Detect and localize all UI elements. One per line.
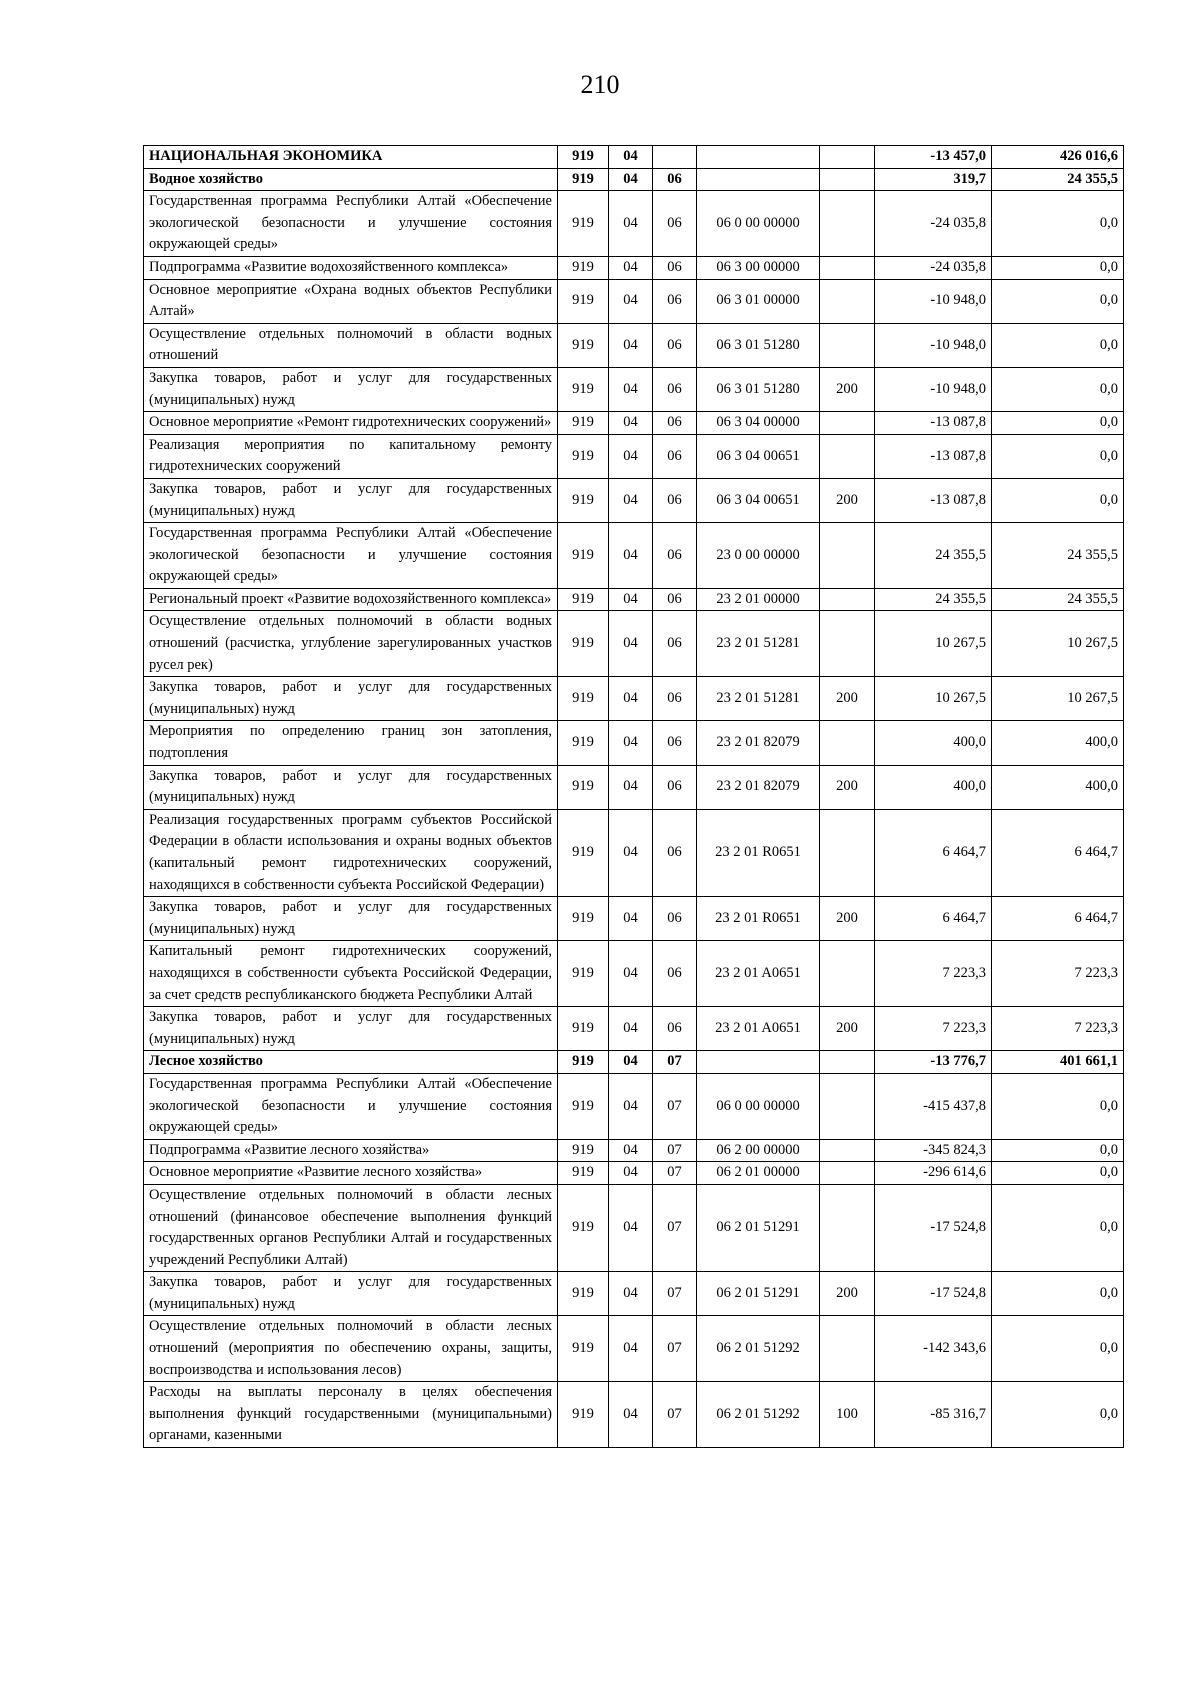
cell-name: Закупка товаров, работ и услуг для государственных (муниципальных) нужд	[144, 1007, 558, 1051]
cell-expense-type	[820, 168, 875, 191]
cell-subsection: 06	[653, 523, 697, 589]
cell-name: Осуществление отдельных полномочий в области лесных отношений (мероприятия по обеспечению охраны, защиты, воспроизводства и использования лесов)	[144, 1316, 558, 1382]
cell-grbs: 919	[558, 1051, 609, 1074]
cell-target-article	[697, 168, 820, 191]
table-row	[144, 721, 1124, 765]
cell-expense-type: 200	[820, 897, 875, 941]
table-row	[144, 941, 1124, 1007]
cell-subsection: 07	[653, 1184, 697, 1271]
table-row	[144, 765, 1124, 809]
cell-amount-total: 0,0	[992, 412, 1124, 435]
cell-name: Осуществление отдельных полномочий в области лесных отношений (финансовое обеспечение выполнения функций государственных органов Республики Алтай и государственных учреждений Республики Алтай)	[144, 1184, 558, 1271]
cell-expense-type	[820, 941, 875, 1007]
cell-amount-total: 0,0	[992, 434, 1124, 478]
cell-amount-total: 401 661,1	[992, 1051, 1124, 1074]
cell-amount-change: -13 457,0	[875, 146, 992, 169]
cell-amount-change: 24 355,5	[875, 588, 992, 611]
cell-target-article: 23 2 01 00000	[697, 588, 820, 611]
cell-grbs: 919	[558, 1162, 609, 1185]
cell-section: 04	[609, 412, 653, 435]
cell-grbs: 919	[558, 588, 609, 611]
cell-target-article: 23 2 01 51281	[697, 611, 820, 677]
cell-amount-change: -13 087,8	[875, 434, 992, 478]
cell-amount-total: 0,0	[992, 256, 1124, 279]
cell-amount-total: 426 016,6	[992, 146, 1124, 169]
cell-subsection: 07	[653, 1139, 697, 1162]
cell-subsection: 06	[653, 897, 697, 941]
cell-amount-change: -296 614,6	[875, 1162, 992, 1185]
cell-expense-type: 200	[820, 367, 875, 411]
cell-grbs: 919	[558, 611, 609, 677]
cell-amount-total: 0,0	[992, 1272, 1124, 1316]
cell-section: 04	[609, 588, 653, 611]
cell-amount-change: -142 343,6	[875, 1316, 992, 1382]
table-row	[144, 191, 1124, 257]
cell-section: 04	[609, 256, 653, 279]
cell-grbs: 919	[558, 897, 609, 941]
cell-expense-type: 100	[820, 1382, 875, 1448]
cell-name: Мероприятия по определению границ зон затопления, подтопления	[144, 721, 558, 765]
cell-subsection	[653, 146, 697, 169]
cell-section: 04	[609, 1007, 653, 1051]
page-number: 210	[580, 70, 620, 99]
cell-amount-total: 10 267,5	[992, 677, 1124, 721]
cell-grbs: 919	[558, 1184, 609, 1271]
cell-amount-change: 6 464,7	[875, 809, 992, 896]
table-row	[144, 256, 1124, 279]
cell-target-article: 06 0 00 00000	[697, 1073, 820, 1139]
cell-target-article: 23 2 01 A0651	[697, 1007, 820, 1051]
cell-section: 04	[609, 146, 653, 169]
cell-amount-total: 0,0	[992, 1184, 1124, 1271]
cell-grbs: 919	[558, 677, 609, 721]
cell-amount-total: 0,0	[992, 1073, 1124, 1139]
cell-section: 04	[609, 478, 653, 522]
cell-amount-change: -24 035,8	[875, 191, 992, 257]
cell-name: Основное мероприятие «Развитие лесного хозяйства»	[144, 1162, 558, 1185]
cell-subsection: 07	[653, 1051, 697, 1074]
cell-amount-change: -13 776,7	[875, 1051, 992, 1074]
cell-section: 04	[609, 1073, 653, 1139]
cell-expense-type	[820, 434, 875, 478]
cell-amount-change: 24 355,5	[875, 523, 992, 589]
cell-amount-change: -13 087,8	[875, 412, 992, 435]
cell-target-article: 06 3 04 00000	[697, 412, 820, 435]
cell-amount-change: 10 267,5	[875, 677, 992, 721]
cell-section: 04	[609, 1184, 653, 1271]
cell-section: 04	[609, 721, 653, 765]
cell-name: Региональный проект «Развитие водохозяйственного комплекса»	[144, 588, 558, 611]
cell-grbs: 919	[558, 1073, 609, 1139]
table-row	[144, 677, 1124, 721]
cell-target-article: 06 3 04 00651	[697, 478, 820, 522]
cell-section: 04	[609, 941, 653, 1007]
cell-subsection: 06	[653, 721, 697, 765]
cell-section: 04	[609, 765, 653, 809]
cell-amount-change: -10 948,0	[875, 279, 992, 323]
cell-section: 04	[609, 611, 653, 677]
cell-name: Основное мероприятие «Ремонт гидротехнических сооружений»	[144, 412, 558, 435]
cell-name: Расходы на выплаты персоналу в целях обеспечения выполнения функций государственными (муниципальными) органами, казенными	[144, 1382, 558, 1448]
cell-name: Закупка товаров, работ и услуг для государственных (муниципальных) нужд	[144, 367, 558, 411]
cell-name: Осуществление отдельных полномочий в области водных отношений (расчистка, углубление зарегулированных участков русел рек)	[144, 611, 558, 677]
cell-amount-change: -10 948,0	[875, 367, 992, 411]
table-row	[144, 367, 1124, 411]
cell-subsection: 06	[653, 412, 697, 435]
cell-target-article	[697, 1051, 820, 1074]
cell-subsection: 06	[653, 941, 697, 1007]
table-row	[144, 1316, 1124, 1382]
cell-expense-type	[820, 1162, 875, 1185]
cell-expense-type: 200	[820, 478, 875, 522]
cell-target-article: 06 2 01 00000	[697, 1162, 820, 1185]
table-row	[144, 1162, 1124, 1185]
cell-grbs: 919	[558, 523, 609, 589]
cell-amount-total: 0,0	[992, 1316, 1124, 1382]
cell-amount-change: -10 948,0	[875, 323, 992, 367]
cell-amount-total: 6 464,7	[992, 897, 1124, 941]
cell-expense-type	[820, 279, 875, 323]
cell-target-article: 06 3 01 51280	[697, 323, 820, 367]
cell-name: Государственная программа Республики Алтай «Обеспечение экологической безопасности и улучшение состояния окружающей среды»	[144, 1073, 558, 1139]
table-row	[144, 478, 1124, 522]
cell-target-article: 06 3 01 51280	[697, 367, 820, 411]
cell-amount-change: 400,0	[875, 765, 992, 809]
cell-section: 04	[609, 1272, 653, 1316]
cell-expense-type	[820, 1139, 875, 1162]
cell-expense-type	[820, 588, 875, 611]
cell-subsection: 06	[653, 611, 697, 677]
cell-grbs: 919	[558, 323, 609, 367]
table-row	[144, 434, 1124, 478]
cell-amount-total: 6 464,7	[992, 809, 1124, 896]
cell-name: Закупка товаров, работ и услуг для государственных (муниципальных) нужд	[144, 478, 558, 522]
cell-name: НАЦИОНАЛЬНАЯ ЭКОНОМИКА	[144, 146, 558, 169]
cell-target-article: 06 2 01 51292	[697, 1316, 820, 1382]
table-row	[144, 146, 1124, 169]
cell-amount-change: 400,0	[875, 721, 992, 765]
table-row	[144, 279, 1124, 323]
budget-table	[143, 145, 1124, 1448]
cell-target-article: 06 3 01 00000	[697, 279, 820, 323]
cell-section: 04	[609, 1162, 653, 1185]
table-row	[144, 412, 1124, 435]
table-row	[144, 1051, 1124, 1074]
cell-section: 04	[609, 191, 653, 257]
cell-amount-total: 0,0	[992, 478, 1124, 522]
cell-expense-type	[820, 256, 875, 279]
cell-expense-type: 200	[820, 765, 875, 809]
cell-amount-total: 0,0	[992, 323, 1124, 367]
cell-grbs: 919	[558, 765, 609, 809]
cell-grbs: 919	[558, 809, 609, 896]
cell-subsection: 06	[653, 323, 697, 367]
cell-expense-type: 200	[820, 677, 875, 721]
cell-section: 04	[609, 897, 653, 941]
table-row	[144, 897, 1124, 941]
cell-grbs: 919	[558, 478, 609, 522]
cell-grbs: 919	[558, 1007, 609, 1051]
table-row	[144, 1139, 1124, 1162]
cell-subsection: 07	[653, 1316, 697, 1382]
cell-expense-type	[820, 1051, 875, 1074]
table-row	[144, 1073, 1124, 1139]
cell-amount-change: -17 524,8	[875, 1272, 992, 1316]
cell-subsection: 06	[653, 809, 697, 896]
cell-target-article: 06 2 01 51291	[697, 1184, 820, 1271]
cell-expense-type: 200	[820, 1007, 875, 1051]
cell-name: Государственная программа Республики Алтай «Обеспечение экологической безопасности и улучшение состояния окружающей среды»	[144, 523, 558, 589]
table-row	[144, 1382, 1124, 1448]
table-row	[144, 1007, 1124, 1051]
cell-amount-total: 0,0	[992, 1162, 1124, 1185]
table-row	[144, 588, 1124, 611]
cell-target-article: 23 0 00 00000	[697, 523, 820, 589]
cell-amount-change: 7 223,3	[875, 941, 992, 1007]
cell-grbs: 919	[558, 191, 609, 257]
cell-name: Государственная программа Республики Алтай «Обеспечение экологической безопасности и улучшение состояния окружающей среды»	[144, 191, 558, 257]
table-row	[144, 809, 1124, 896]
cell-target-article: 06 3 04 00651	[697, 434, 820, 478]
cell-subsection: 07	[653, 1073, 697, 1139]
cell-target-article: 06 2 01 51292	[697, 1382, 820, 1448]
cell-section: 04	[609, 1382, 653, 1448]
cell-grbs: 919	[558, 168, 609, 191]
cell-name: Осуществление отдельных полномочий в области водных отношений	[144, 323, 558, 367]
cell-subsection: 06	[653, 588, 697, 611]
cell-subsection: 07	[653, 1272, 697, 1316]
table-row	[144, 611, 1124, 677]
cell-expense-type	[820, 721, 875, 765]
cell-name: Основное мероприятие «Охрана водных объектов Республики Алтай»	[144, 279, 558, 323]
cell-target-article: 06 3 00 00000	[697, 256, 820, 279]
table-row	[144, 1272, 1124, 1316]
cell-amount-change: -345 824,3	[875, 1139, 992, 1162]
cell-target-article: 06 2 01 51291	[697, 1272, 820, 1316]
cell-section: 04	[609, 1051, 653, 1074]
cell-amount-change: 10 267,5	[875, 611, 992, 677]
cell-amount-change: 6 464,7	[875, 897, 992, 941]
cell-section: 04	[609, 279, 653, 323]
cell-name: Реализация мероприятия по капитальному ремонту гидротехнических сооружений	[144, 434, 558, 478]
cell-amount-total: 0,0	[992, 367, 1124, 411]
cell-section: 04	[609, 1316, 653, 1382]
cell-grbs: 919	[558, 367, 609, 411]
cell-subsection: 07	[653, 1382, 697, 1448]
cell-target-article: 23 2 01 A0651	[697, 941, 820, 1007]
table-row	[144, 323, 1124, 367]
cell-target-article: 06 2 00 00000	[697, 1139, 820, 1162]
cell-amount-total: 0,0	[992, 191, 1124, 257]
cell-expense-type	[820, 809, 875, 896]
cell-subsection: 06	[653, 168, 697, 191]
cell-name: Закупка товаров, работ и услуг для государственных (муниципальных) нужд	[144, 1272, 558, 1316]
cell-target-article: 23 2 01 82079	[697, 721, 820, 765]
cell-subsection: 06	[653, 677, 697, 721]
table-row	[144, 523, 1124, 589]
cell-grbs: 919	[558, 279, 609, 323]
cell-section: 04	[609, 434, 653, 478]
cell-section: 04	[609, 1139, 653, 1162]
cell-target-article: 23 2 01 82079	[697, 765, 820, 809]
cell-expense-type	[820, 1073, 875, 1139]
cell-expense-type	[820, 146, 875, 169]
cell-grbs: 919	[558, 1139, 609, 1162]
cell-expense-type	[820, 523, 875, 589]
cell-section: 04	[609, 323, 653, 367]
cell-name: Водное хозяйство	[144, 168, 558, 191]
cell-name: Закупка товаров, работ и услуг для государственных (муниципальных) нужд	[144, 677, 558, 721]
cell-subsection: 06	[653, 478, 697, 522]
cell-section: 04	[609, 168, 653, 191]
cell-expense-type	[820, 191, 875, 257]
table-row	[144, 168, 1124, 191]
cell-section: 04	[609, 523, 653, 589]
cell-amount-change: 7 223,3	[875, 1007, 992, 1051]
cell-target-article: 23 2 01 R0651	[697, 897, 820, 941]
cell-grbs: 919	[558, 434, 609, 478]
cell-section: 04	[609, 809, 653, 896]
cell-name: Подпрограмма «Развитие лесного хозяйства»	[144, 1139, 558, 1162]
cell-grbs: 919	[558, 1316, 609, 1382]
cell-amount-total: 24 355,5	[992, 523, 1124, 589]
cell-grbs: 919	[558, 412, 609, 435]
cell-expense-type: 200	[820, 1272, 875, 1316]
cell-amount-change: -85 316,7	[875, 1382, 992, 1448]
cell-target-article: 23 2 01 51281	[697, 677, 820, 721]
cell-amount-total: 0,0	[992, 279, 1124, 323]
cell-expense-type	[820, 1316, 875, 1382]
cell-subsection: 07	[653, 1162, 697, 1185]
cell-grbs: 919	[558, 721, 609, 765]
cell-amount-total: 400,0	[992, 765, 1124, 809]
cell-amount-change: -17 524,8	[875, 1184, 992, 1271]
cell-subsection: 06	[653, 279, 697, 323]
cell-amount-total: 400,0	[992, 721, 1124, 765]
cell-amount-total: 7 223,3	[992, 1007, 1124, 1051]
cell-subsection: 06	[653, 765, 697, 809]
cell-name: Закупка товаров, работ и услуг для государственных (муниципальных) нужд	[144, 897, 558, 941]
cell-amount-total: 24 355,5	[992, 168, 1124, 191]
cell-amount-total: 7 223,3	[992, 941, 1124, 1007]
cell-subsection: 06	[653, 434, 697, 478]
cell-name: Реализация государственных программ субъектов Российской Федерации в области использования и охраны водных объектов (капитальный ремонт гидротехнических сооружений, находящихся в собственности субъекта Российской Федерации)	[144, 809, 558, 896]
cell-subsection: 06	[653, 1007, 697, 1051]
cell-subsection: 06	[653, 256, 697, 279]
table-row	[144, 1184, 1124, 1271]
cell-amount-change: -24 035,8	[875, 256, 992, 279]
cell-grbs: 919	[558, 146, 609, 169]
cell-name: Закупка товаров, работ и услуг для государственных (муниципальных) нужд	[144, 765, 558, 809]
cell-subsection: 06	[653, 191, 697, 257]
cell-amount-change: -415 437,8	[875, 1073, 992, 1139]
cell-grbs: 919	[558, 256, 609, 279]
cell-amount-total: 0,0	[992, 1139, 1124, 1162]
cell-section: 04	[609, 367, 653, 411]
table-body	[144, 146, 1124, 1448]
cell-amount-change: -13 087,8	[875, 478, 992, 522]
cell-target-article	[697, 146, 820, 169]
cell-amount-change: 319,7	[875, 168, 992, 191]
cell-expense-type	[820, 611, 875, 677]
cell-target-article: 06 0 00 00000	[697, 191, 820, 257]
cell-expense-type	[820, 1184, 875, 1271]
cell-grbs: 919	[558, 1382, 609, 1448]
cell-amount-total: 10 267,5	[992, 611, 1124, 677]
cell-grbs: 919	[558, 941, 609, 1007]
cell-name: Подпрограмма «Развитие водохозяйственного комплекса»	[144, 256, 558, 279]
cell-name: Капитальный ремонт гидротехнических сооружений, находящихся в собственности субъекта Российской Федерации, за счет средств республиканского бюджета Республики Алтай	[144, 941, 558, 1007]
cell-expense-type	[820, 412, 875, 435]
cell-amount-total: 0,0	[992, 1382, 1124, 1448]
cell-amount-total: 24 355,5	[992, 588, 1124, 611]
cell-section: 04	[609, 677, 653, 721]
cell-target-article: 23 2 01 R0651	[697, 809, 820, 896]
cell-subsection: 06	[653, 367, 697, 411]
cell-name: Лесное хозяйство	[144, 1051, 558, 1074]
cell-expense-type	[820, 323, 875, 367]
cell-grbs: 919	[558, 1272, 609, 1316]
